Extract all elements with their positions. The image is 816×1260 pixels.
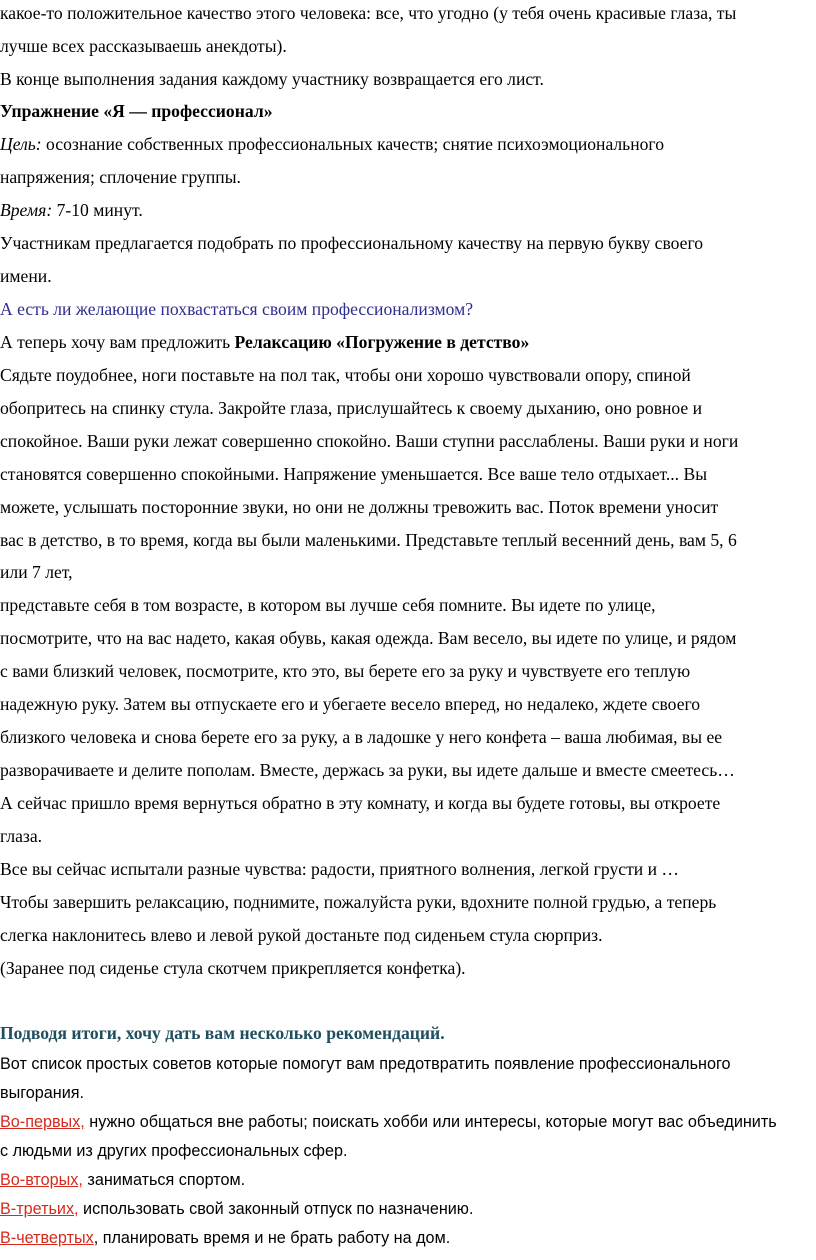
- relaxation-title: Релаксацию «Погружение в детство»: [234, 332, 530, 352]
- relaxation-line: обопритесь на спинку стула. Закройте глаза, прислушайтесь к своему дыханию, оно ровное и: [0, 398, 703, 418]
- relaxation-line: можете, услышать посторонние звуки, но они не должны тревожить вас. Поток времени уносит: [0, 497, 719, 517]
- relaxation-line: вас в детство, в то время, когда вы были маленькими. Представьте теплый весенний день, вам 5, 6: [0, 530, 737, 550]
- exercise-title: Упражнение «Я — профессионал»: [0, 101, 273, 121]
- time-line: [0, 199, 143, 221]
- relaxation-line: слегка наклонитесь влево и левой рукой достаньте под сиденьем стула сюрприз.: [0, 925, 603, 945]
- tip-text: нужно общаться вне работы; поискать хобби или интересы, которые могут вас объединить: [84, 1113, 777, 1131]
- relaxation-line: представьте себя в том возрасте, в котором вы лучше себя помните. Вы идете по улице,: [0, 595, 656, 615]
- instruction-line-2: имени.: [0, 266, 52, 286]
- summary-intro-line: Вот список простых советов которые помогут вам предотвратить появление профессионального: [0, 1055, 731, 1073]
- summary-intro-line-2: выгорания.: [0, 1084, 85, 1102]
- text-line: В конце выполнения задания каждому участнику возвращается его лист.: [0, 69, 544, 89]
- text-line: какое-то положительное качество этого человека: все, что угодно (у тебя очень красивые глаза, ты: [0, 3, 737, 23]
- relaxation-line: (Заранее под сиденье стула скотчем прикрепляется конфетка).: [0, 958, 466, 978]
- goal-line-2: напряжения; сплочение группы.: [0, 167, 241, 187]
- question-line: А есть ли желающие похвастаться своим профессионализмом?: [0, 299, 474, 319]
- tip-third: [0, 1198, 473, 1220]
- relaxation-line: становятся совершенно спокойными. Напряжение уменьшается. Все ваше тело отдыхает... Вы: [0, 464, 708, 484]
- relaxation-line: А сейчас пришло время вернуться обратно в эту комнату, и когда вы будете готовы, вы откроете: [0, 793, 721, 813]
- relaxation-line: разворачиваете и делите пополам. Вместе, держась за руки, вы идете дальше и вместе смеетесь…: [0, 760, 735, 780]
- relaxation-line: посмотрите, что на вас надето, какая обувь, какая одежда. Вам весело, вы идете по улице, и рядом: [0, 628, 737, 648]
- goal-label: Цель:: [0, 134, 42, 154]
- tip-second: [0, 1169, 245, 1191]
- relaxation-line: Чтобы завершить релаксацию, поднимите, пожалуйста руки, вдохните полной грудью, а теперь: [0, 892, 717, 912]
- relaxation-intro: А теперь хочу вам предложить: [0, 332, 235, 352]
- relaxation-line: Сядьте поудобнее, ноги поставьте на пол так, чтобы они хорошо чувствовали опору, спиной: [0, 365, 691, 385]
- relaxation-line: Все вы сейчас испытали разные чувства: радости, приятного волнения, легкой грусти и …: [0, 859, 679, 879]
- tip-marker: Во-вторых,: [0, 1171, 83, 1189]
- relaxation-intro-line: [0, 331, 529, 353]
- relaxation-line: спокойное. Ваши руки лежат совершенно спокойно. Ваши ступни расслаблены. Ваши руки и ноги: [0, 431, 739, 451]
- tip-marker: В-третьих,: [0, 1200, 79, 1218]
- relaxation-line: с вами близкий человек, посмотрите, кто это, вы берете его за руку и чувствуете его теплую: [0, 661, 691, 681]
- time-label: Время:: [0, 200, 53, 220]
- tip-first-continuation: с людьми из других профессиональных сфер.: [0, 1142, 348, 1160]
- tip-first: [0, 1111, 777, 1133]
- tip-marker: В-четвертых: [0, 1229, 94, 1247]
- tip-text: , планировать время и не брать работу на дом.: [93, 1229, 451, 1247]
- time-text: 7-10 минут.: [52, 200, 143, 220]
- tip-text: использовать свой законный отпуск по назначению.: [78, 1200, 474, 1218]
- summary-heading: Подводя итоги, хочу дать вам несколько рекомендаций.: [0, 1023, 445, 1043]
- relaxation-line: близкого человека и снова берете его за руку, а в ладошке у него конфета – ваша любимая, вы ее: [0, 727, 723, 747]
- instruction-line: Участникам предлагается подобрать по профессиональному качеству на первую букву своего: [0, 233, 704, 253]
- goal-line: [0, 133, 664, 155]
- text-line: лучше всех рассказываешь анекдоты).: [0, 36, 287, 56]
- relaxation-line: глаза.: [0, 826, 43, 846]
- tip-fourth: [0, 1227, 450, 1249]
- tip-marker: Во-первых,: [0, 1113, 85, 1131]
- goal-text: осознание собственных профессиональных качеств; снятие психоэмоционального: [41, 134, 664, 154]
- relaxation-line: или 7 лет,: [0, 562, 73, 582]
- tip-text: заниматься спортом.: [82, 1171, 246, 1189]
- relaxation-line: надежную руку. Затем вы отпускаете его и убегаете весело вперед, но недалеко, ждете своего: [0, 694, 701, 714]
